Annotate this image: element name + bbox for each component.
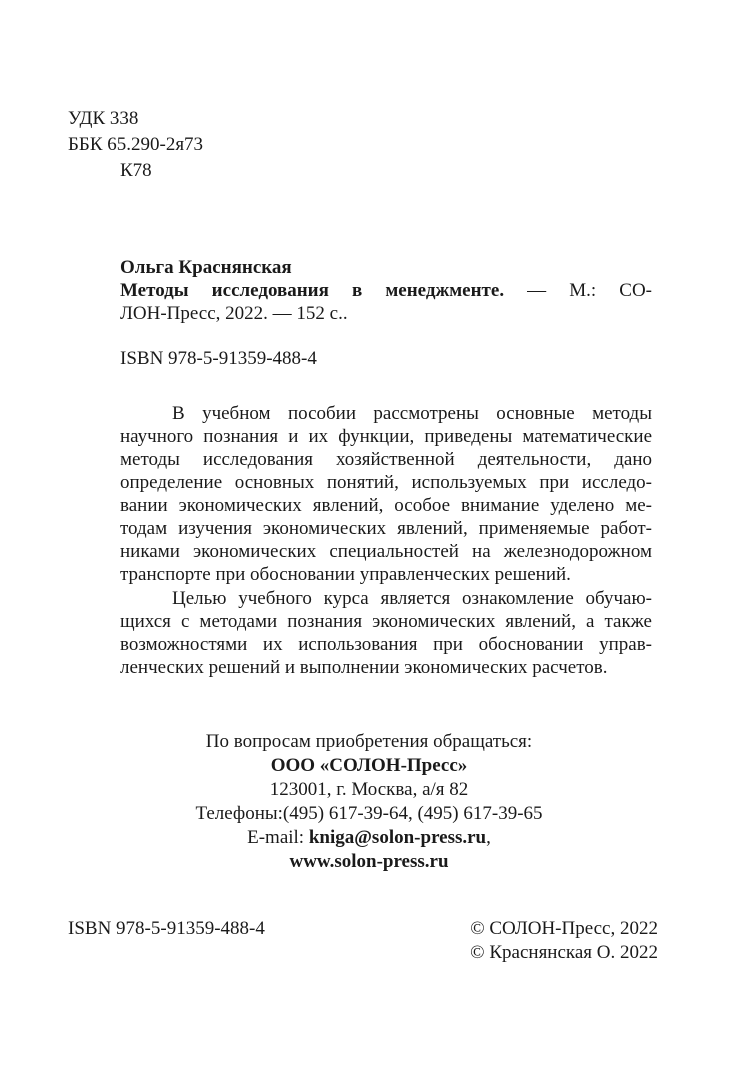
abstract-line: транспорте при обосновании управленческих решений. — [120, 564, 571, 585]
book-title: Методы исследования в менеджменте. — [120, 280, 505, 301]
publisher-email-line — [0, 827, 738, 849]
abstract-line: В учебном пособии рассмотрены основные методы — [172, 403, 652, 424]
publisher-address: 123001, г. Москва, а/я 82 — [269, 779, 469, 800]
contacts-heading: По вопросам приобретения обращаться: — [205, 731, 533, 752]
author-mark: К78 — [120, 160, 152, 181]
footer-isbn: ISBN 978-5-91359-488-4 — [68, 918, 265, 939]
copyright-publisher: © СОЛОН-Пресс, 2022 — [470, 918, 658, 939]
isbn-top: ISBN 978-5-91359-488-4 — [120, 348, 317, 369]
bibliography-line-1 — [120, 280, 652, 302]
website-link[interactable]: www.solon-press.ru — [289, 851, 449, 872]
abstract-line: никами экономических специальностей на железнодорожном — [120, 541, 652, 562]
abstract-line: возможностями их использования при обосновании управ- — [120, 634, 652, 655]
abstract-line: тодам изучения экономических явлений, применяемые работ- — [120, 518, 652, 539]
publisher-info: — М.: СО- — [527, 280, 652, 301]
publisher-company: ООО «СОЛОН-Пресс» — [270, 755, 468, 776]
publisher-phones: Телефоны:(495) 617-39-64, (495) 617-39-65 — [195, 803, 543, 824]
abstract-line: щихся с методами познания экономических явлений, а также — [120, 611, 652, 632]
abstract-line: ленческих решений и выполнении экономических расчетов. — [120, 657, 608, 678]
email-suffix: , — [486, 827, 491, 848]
abstract-line: методы исследования хозяйственной деятельности, дано — [120, 449, 652, 470]
copyright-author: © Краснянская О. 2022 — [470, 942, 658, 963]
abstract-line: определение основных понятий, используемых при исследо- — [120, 472, 652, 493]
abstract-line: Целью учебного курса является ознакомление обучаю- — [172, 588, 652, 609]
author-name: Ольга Краснянская — [120, 257, 292, 278]
bbk-code: ББК 65.290-2я73 — [68, 134, 204, 155]
email-link[interactable]: kniga@solon-press.ru — [308, 827, 487, 848]
abstract-line: вании экономических явлений, особое внимание уделено ме- — [120, 495, 652, 516]
bibliography-line-2: ЛОН-Пресс, 2022. — 152 с.. — [120, 303, 348, 324]
email-label: E-mail: — [247, 827, 305, 848]
udk-code: УДК 338 — [68, 108, 139, 129]
abstract-line: научного познания и их функции, приведены математические — [120, 426, 652, 447]
